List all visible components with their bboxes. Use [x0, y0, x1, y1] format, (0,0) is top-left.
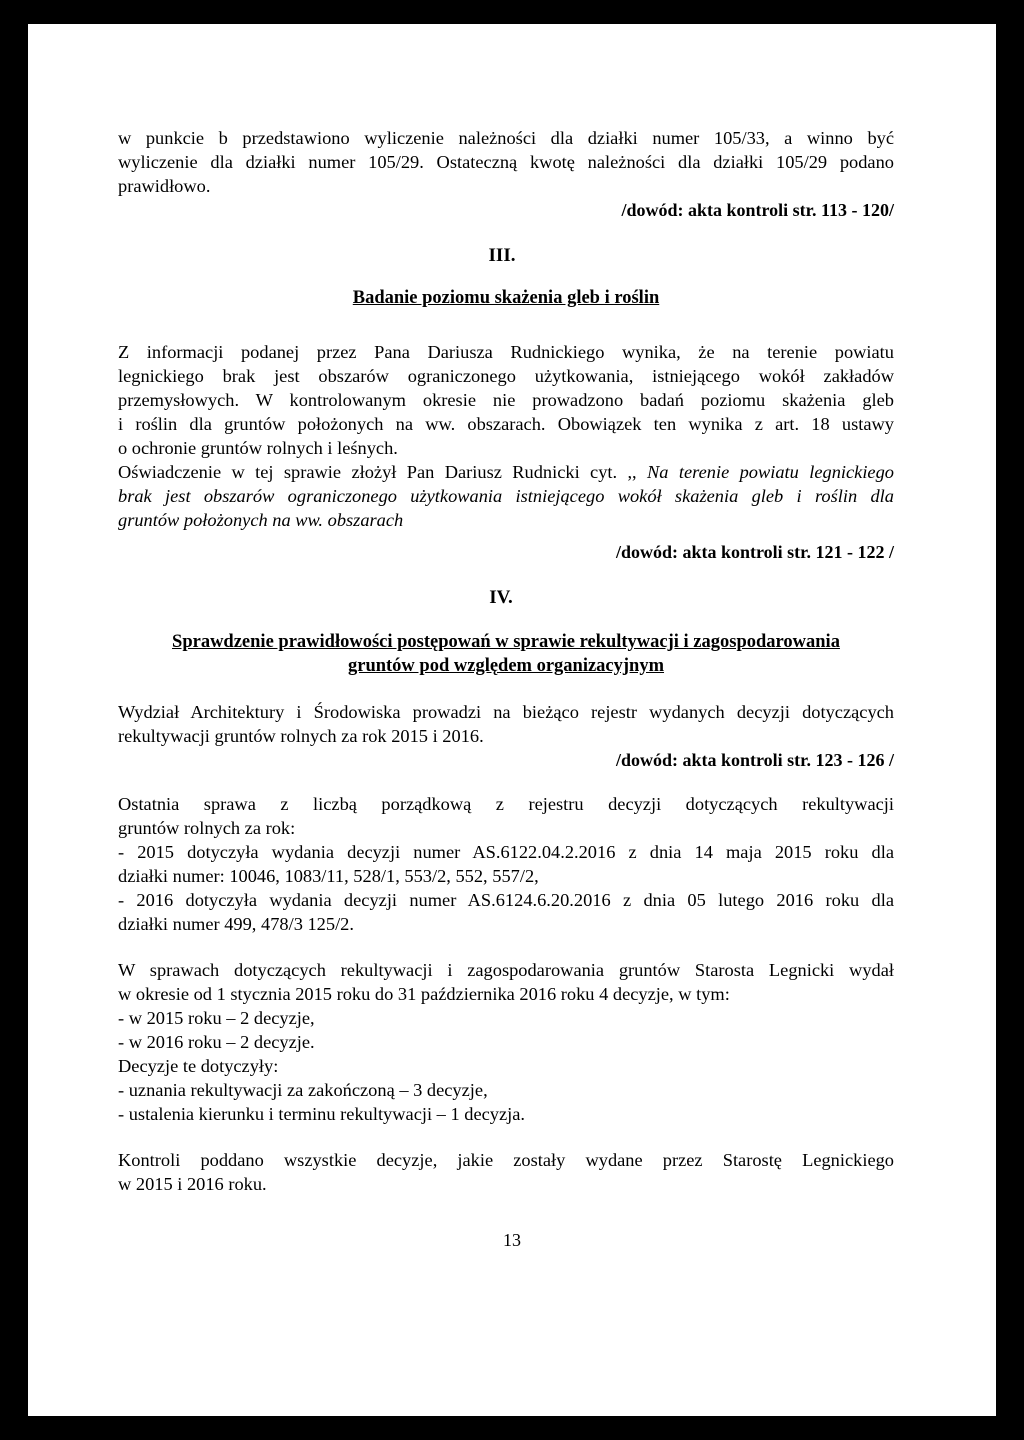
section-numeral-3: III. [488, 245, 516, 266]
section4-p3-line-6: - uznania rekultywacji za zakończoną – 3 decyzje, [118, 1080, 488, 1100]
statement-quote-1: Na terenie powiatu legnickiego [647, 462, 894, 482]
page-number: 13 [503, 1230, 521, 1250]
section4-p3-line-2: w okresie od 1 stycznia 2015 roku do 31 października 2016 roku 4 decyzje, w tym: [118, 984, 730, 1004]
section-title-4-line-1: Sprawdzenie prawidłowości postępowań w sprawie rekultywacji i zagospodarowania [172, 632, 840, 652]
section4-p2-line-5: - 2016 dotyczyła wydania decyzji numer AS.6124.6.20.2016 z dnia 05 lutego 2016 roku dla [118, 890, 894, 910]
intro-line-3: prawidłowo. [118, 176, 211, 196]
section4-p3-line-3: - w 2015 roku – 2 decyzje, [118, 1008, 315, 1028]
statement-quote-3: gruntów położonych na ww. obszarach [118, 510, 404, 530]
intro-line-2: wyliczenie dla działki numer 105/29. Ostateczną kwotę należności dla działki 105/29 podano [118, 152, 894, 172]
section4-p2-line-4: działki numer: 10046, 1083/11, 528/1, 553/2, 552, 557/2, [118, 866, 539, 886]
section4-p4-line-1: Kontroli poddano wszystkie decyzje, jakie zostały wydane przez Starostę Legnickiego [118, 1150, 894, 1170]
proof-reference-1: /dowód: akta kontroli str. 113 - 120/ [621, 200, 894, 220]
section3-p1-line-5: o ochronie gruntów rolnych i leśnych. [118, 438, 398, 458]
section4-p2-line-1: Ostatnia sprawa z liczbą porządkową z rejestru decyzji dotyczących rekultywacji [118, 794, 894, 814]
section3-p2-line-3 [118, 508, 894, 532]
section-title-4-line-2: gruntów pod względem organizacyjnym [347, 656, 665, 676]
section4-p1-line-1: Wydział Architektury i Środowiska prowadzi na bieżąco rejestr wydanych decyzji dotyczących [118, 702, 894, 722]
statement-quote-2: brak jest obszarów ograniczonego użytkowania istniejącego wokół skażenia gleb i roślin dla [118, 486, 894, 506]
section3-p2-line-2 [118, 484, 894, 508]
section-numeral-4: IV. [489, 587, 513, 608]
section4-p2-line-2: gruntów rolnych za rok: [118, 818, 296, 838]
intro-line-1: w punkcie b przedstawiono wyliczenie należności dla działki numer 105/33, a winno być [118, 128, 894, 148]
section4-p3-line-4: - w 2016 roku – 2 decyzje. [118, 1032, 315, 1052]
section4-p4-line-2: w 2015 i 2016 roku. [118, 1174, 267, 1194]
section3-p1-line-4: i roślin dla gruntów położonych na ww. obszarach. Obowiązek ten wynika z art. 18 ustawy [118, 414, 894, 434]
proof-reference-3: /dowód: akta kontroli str. 123 - 126 / [615, 750, 894, 770]
section4-p2-line-3: - 2015 dotyczyła wydania decyzji numer AS.6122.04.2.2016 z dnia 14 maja 2015 roku dla [118, 842, 894, 862]
statement-lead: Oświadczenie w tej sprawie złożył Pan Dariusz Rudnicki cyt. ,, [118, 462, 648, 482]
section3-p1-line-3: przemysłowych. W kontrolowanym okresie nie prowadzono badań poziomu skażenia gleb [118, 390, 894, 410]
section3-p1-line-1: Z informacji podanej przez Pana Dariusza Rudnickiego wynika, że na terenie powiatu [118, 342, 894, 362]
document-content [118, 126, 894, 1196]
section-title-3: Badanie poziomu skażenia gleb i roślin [352, 288, 660, 308]
section3-p1-line-2: legnickiego brak jest obszarów ograniczonego użytkowania, istniejącego wokół zakładów [118, 366, 894, 386]
section3-p2-line-1 [118, 460, 894, 484]
section4-p2-line-6: działki numer 499, 478/3 125/2. [118, 914, 354, 934]
section4-p3-line-7: - ustalenia kierunku i terminu rekultywacji – 1 decyzja. [118, 1104, 526, 1124]
proof-reference-2: /dowód: akta kontroli str. 121 - 122 / [615, 542, 894, 562]
section4-p3-line-1: W sprawach dotyczących rekultywacji i zagospodarowania gruntów Starosta Legnicki wydał [118, 960, 894, 980]
section4-p1-line-2: rekultywacji gruntów rolnych za rok 2015 i 2016. [118, 726, 484, 746]
section4-p3-line-5: Decyzje te dotyczyły: [118, 1056, 279, 1076]
